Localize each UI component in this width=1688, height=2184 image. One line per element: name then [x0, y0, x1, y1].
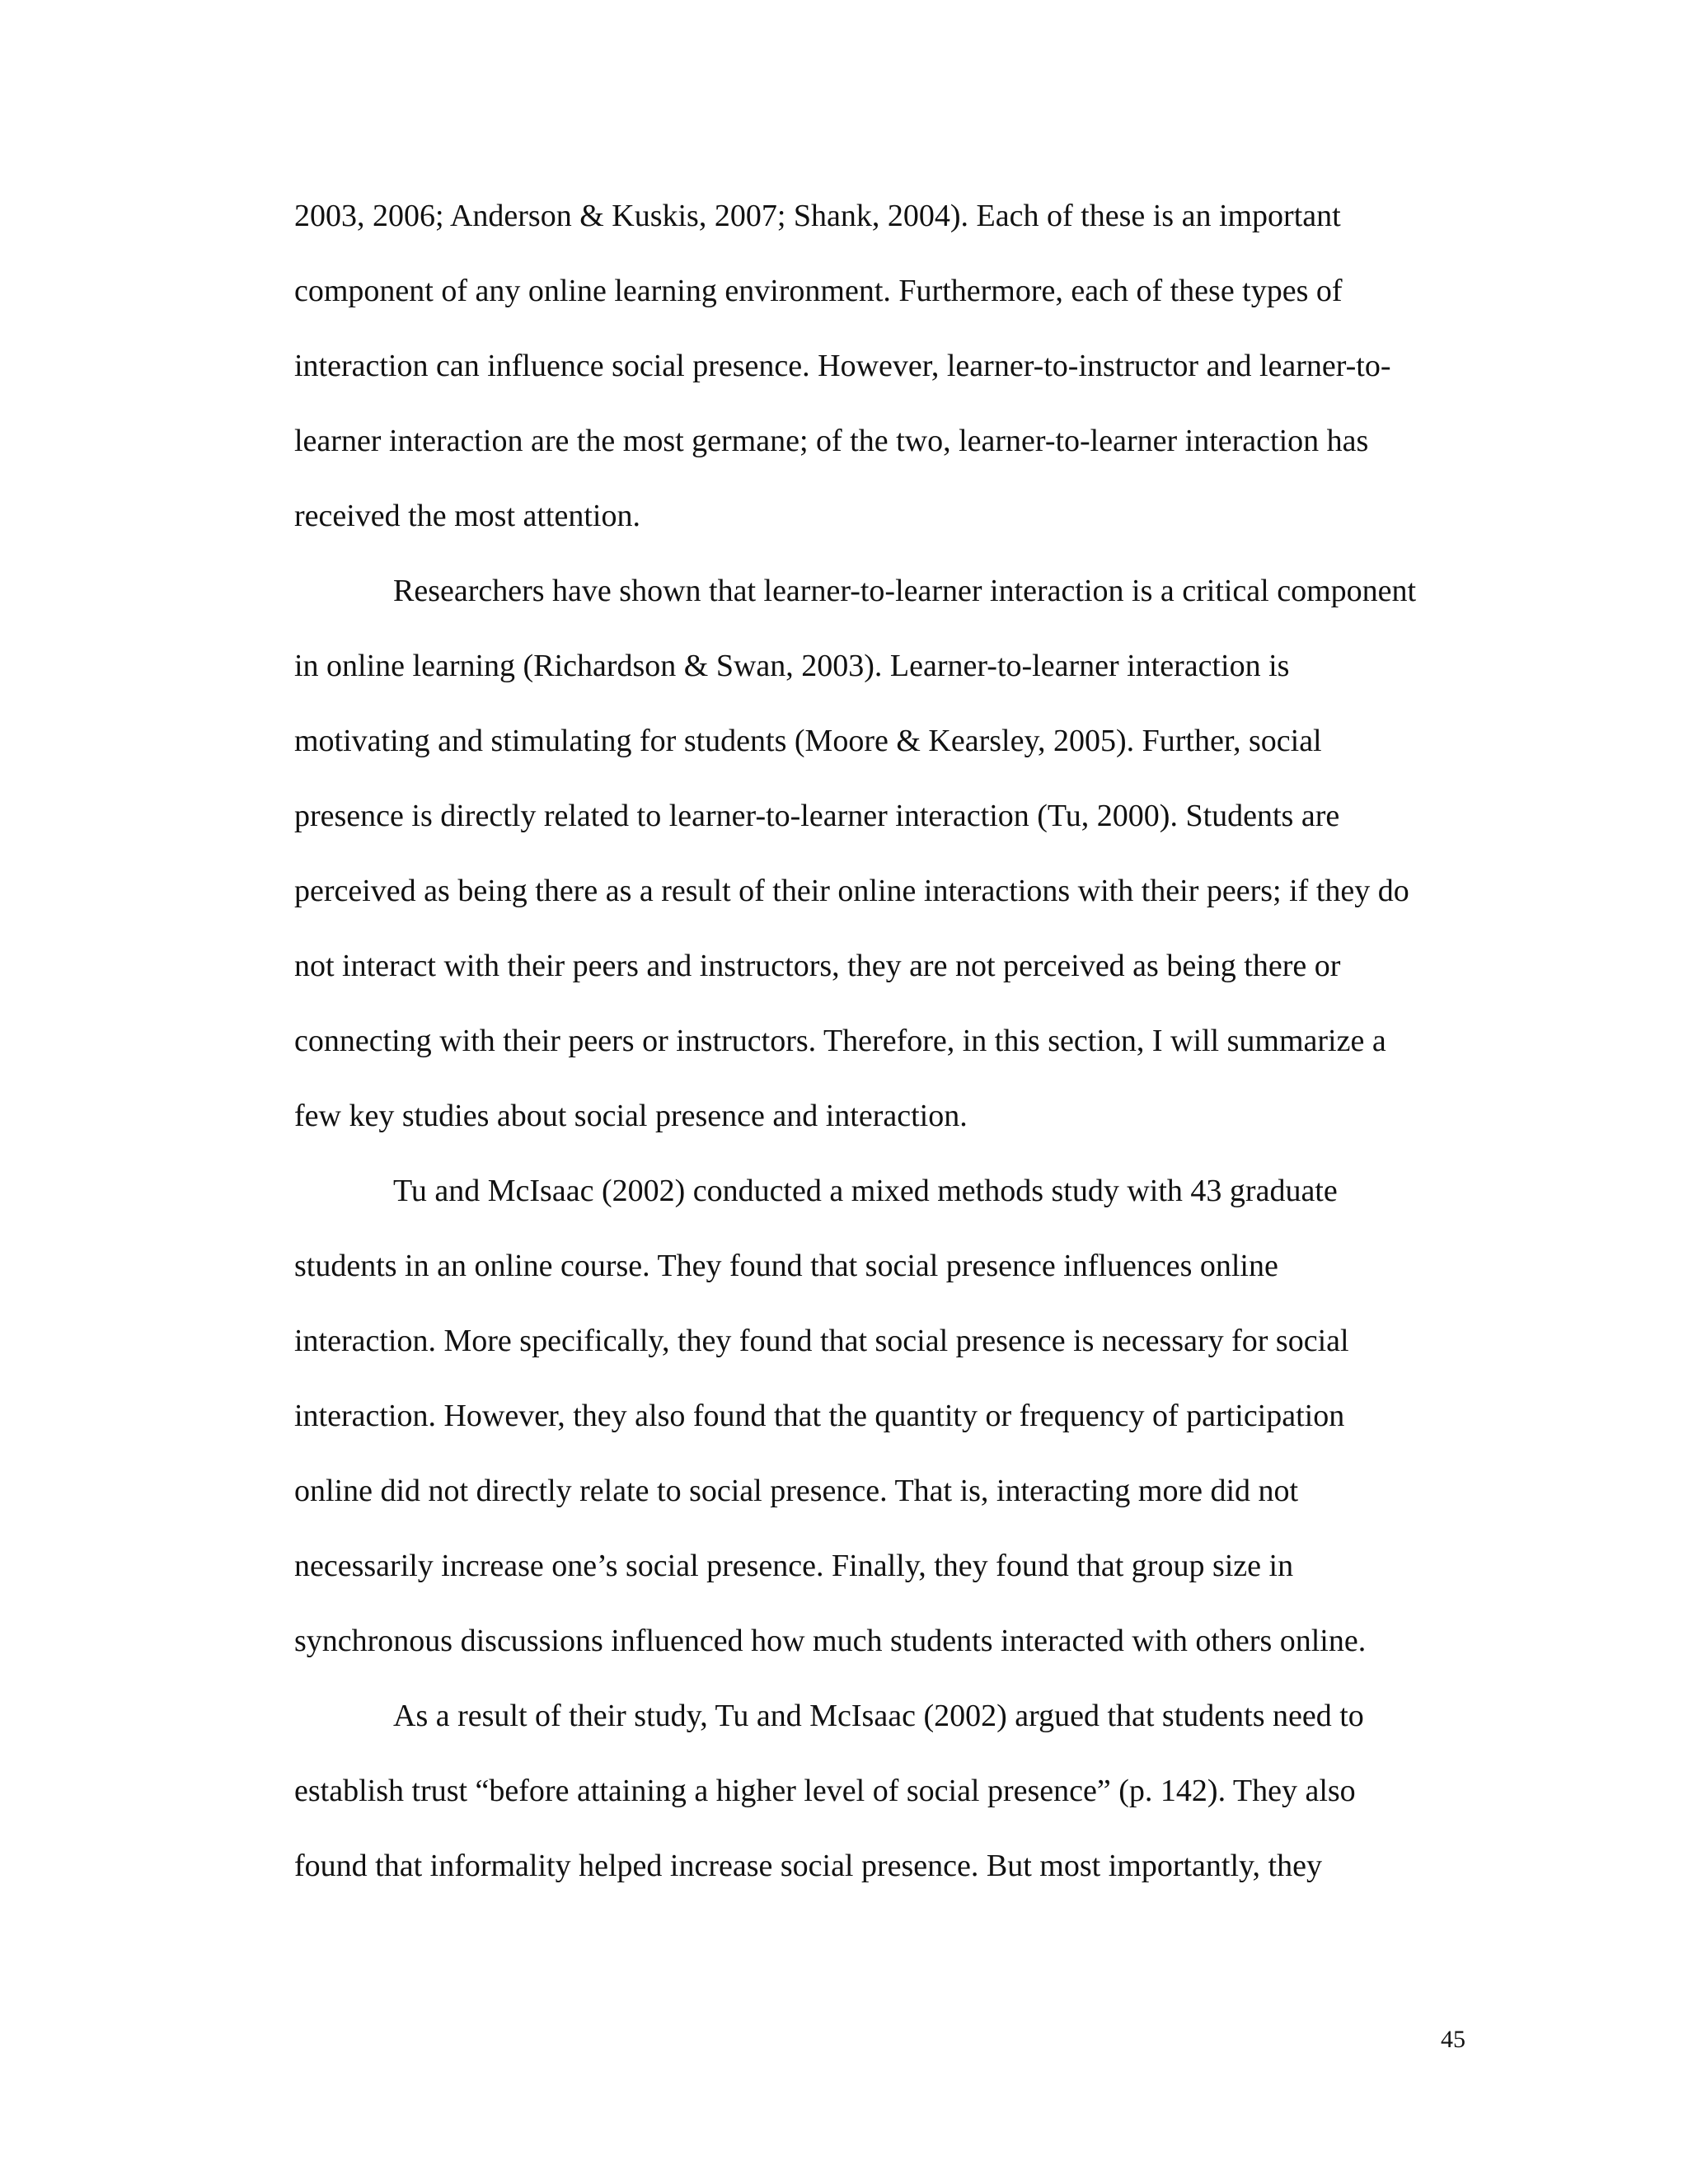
text-line-2: component of any online learning environment. Furthermore, each of these types of: [294, 274, 1343, 308]
text-line-12: connecting with their peers or instructors. Therefore, in this section, I will summarize a: [294, 1024, 1386, 1058]
text-line-16: interaction. More specifically, they found that social presence is necessary for social: [294, 1324, 1349, 1358]
page-number: 45: [1441, 2026, 1465, 2053]
text-line-11: not interact with their peers and instructors, they are not perceived as being there or: [294, 949, 1341, 983]
text-line-15: students in an online course. They found that social presence influences online: [294, 1249, 1278, 1283]
text-line-23: found that informality helped increase social presence. But most importantly, they: [294, 1849, 1322, 1883]
text-line-1: 2003, 2006; Anderson & Kuskis, 2007; Shank, 2004). Each of these is an important: [294, 199, 1341, 233]
text-line-10: perceived as being there as a result of their online interactions with their peers; if they do: [294, 874, 1409, 908]
text-line-21: As a result of their study, Tu and McIsaac (2002) argued that students need to: [393, 1699, 1364, 1733]
text-line-9: presence is directly related to learner-to-learner interaction (Tu, 2000). Students are: [294, 799, 1340, 833]
text-line-22: establish trust “before attaining a higher level of social presence” (p. 142). They also: [294, 1774, 1356, 1808]
text-line-18: online did not directly relate to social presence. That is, interacting more did not: [294, 1474, 1299, 1508]
text-line-7: in online learning (Richardson & Swan, 2003). Learner-to-learner interaction is: [294, 649, 1290, 683]
text-line-8: motivating and stimulating for students (Moore & Kearsley, 2005). Further, social: [294, 724, 1322, 758]
text-line-6: Researchers have shown that learner-to-learner interaction is a critical component: [393, 574, 1417, 608]
text-line-17: interaction. However, they also found that the quantity or frequency of participation: [294, 1399, 1345, 1433]
text-line-5: received the most attention.: [294, 499, 640, 533]
text-line-13: few key studies about social presence and interaction.: [294, 1099, 968, 1133]
text-line-19: necessarily increase one’s social presence. Finally, they found that group size in: [294, 1549, 1294, 1583]
text-line-4: learner interaction are the most germane; of the two, learner-to-learner interaction has: [294, 424, 1369, 458]
text-line-3: interaction can influence social presence. However, learner-to-instructor and learner-to-: [294, 349, 1391, 383]
text-line-20: synchronous discussions influenced how much students interacted with others online.: [294, 1624, 1367, 1658]
text-line-14: Tu and McIsaac (2002) conducted a mixed methods study with 43 graduate: [393, 1174, 1338, 1208]
